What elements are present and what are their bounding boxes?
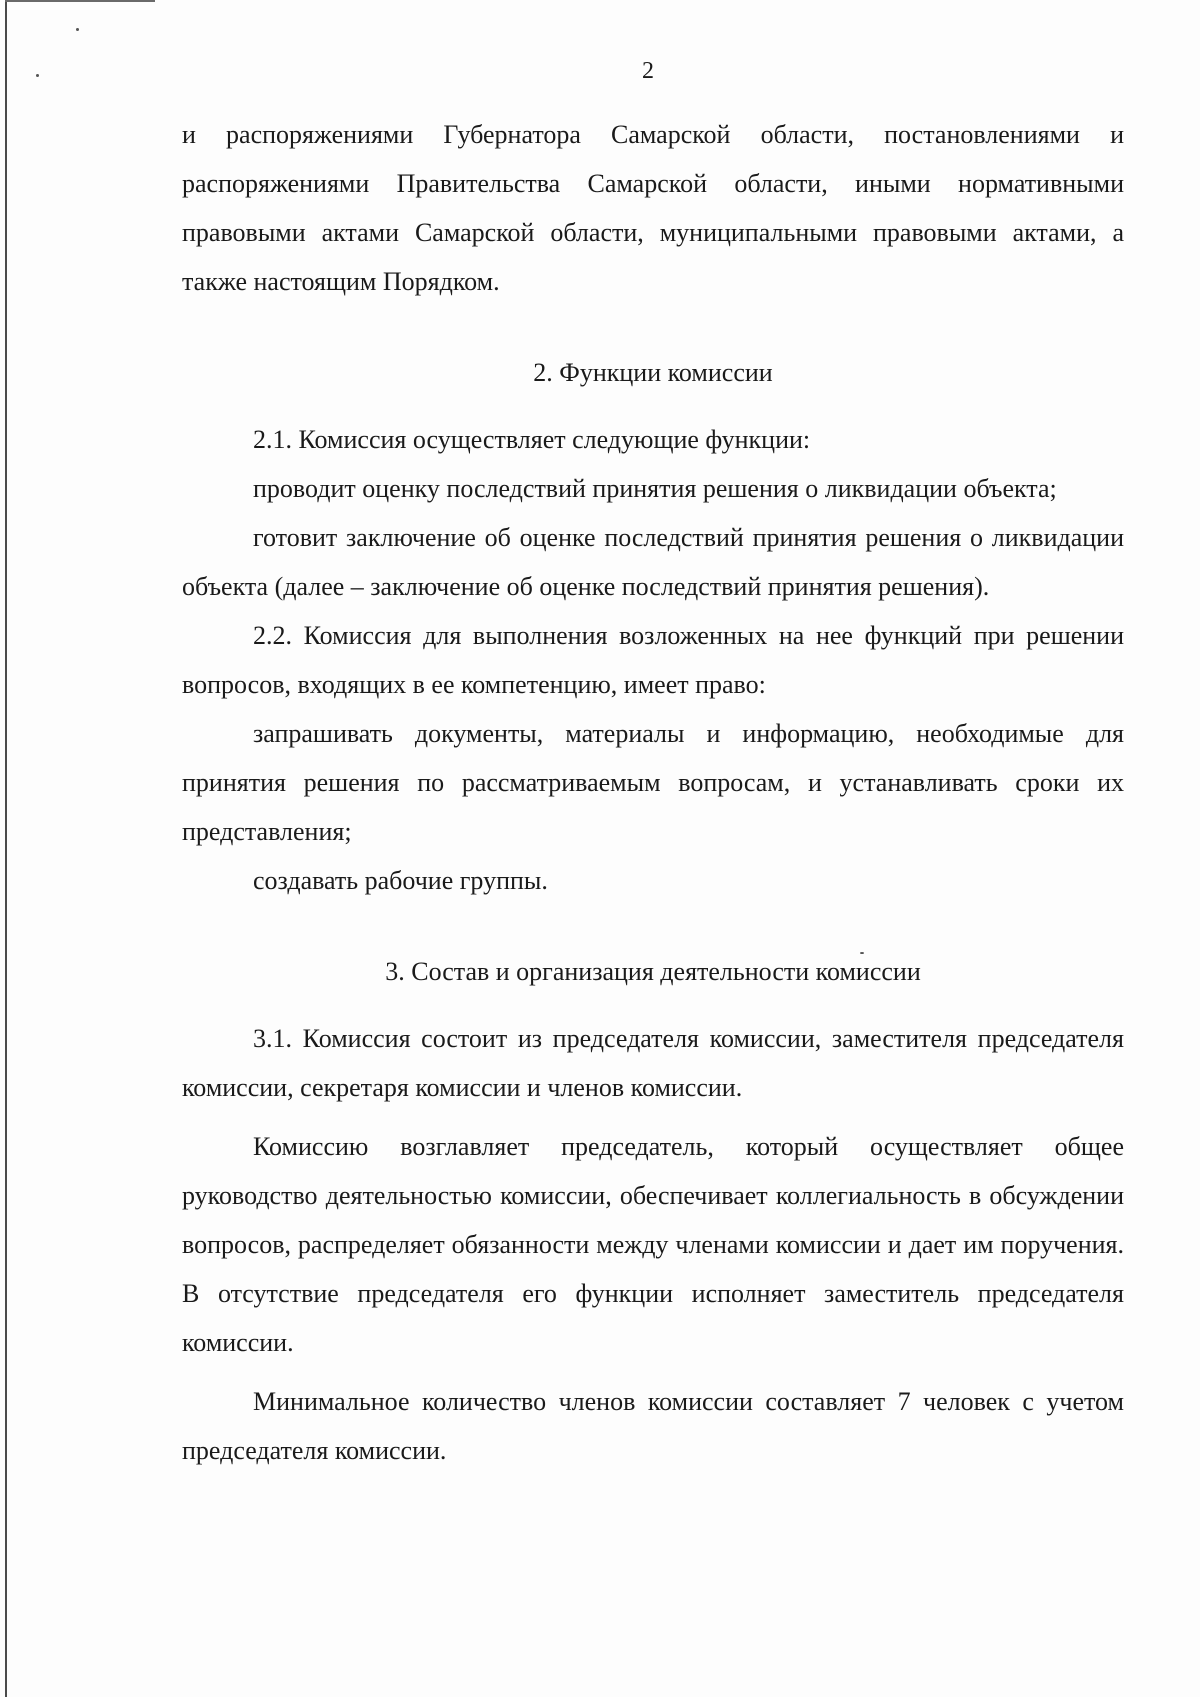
section-2-paragraph: 2.2. Комиссия для выполнения возложенных на нее функций при решении вопросов, входящих в ее компетенцию, имеет право: [182, 621, 1124, 699]
section-2-paragraph: 2.1. Комиссия осуществляет следующие функции: [253, 425, 811, 454]
scan-speck [76, 28, 79, 31]
document-body [182, 110, 1124, 1475]
scan-edge-top [5, 0, 155, 2]
section-3-paragraph: Минимальное количество членов комиссии составляет 7 человек с учетом председателя комиссии. [182, 1387, 1124, 1465]
section-2-paragraph: проводит оценку последствий принятия решения о ликвидации объекта; [253, 474, 1057, 503]
section-2-paragraph: создавать рабочие группы. [253, 866, 548, 895]
page-number: 2 [642, 58, 654, 84]
section-3-heading: 3. Состав и организация деятельности комиссии [385, 957, 921, 986]
section-3-paragraph: 3.1. Комиссия состоит из председателя комиссии, заместителя председателя комиссии, секретаря комиссии и членов комиссии. [182, 1024, 1124, 1102]
section-2-heading: 2. Функции комиссии [533, 358, 773, 387]
section-2-paragraph: запрашивать документы, материалы и информацию, необходимые для принятия решения по рассматриваемым вопросам, и устанавливать сроки их представления; [182, 719, 1124, 846]
scan-edge-left [5, 0, 7, 1697]
intro-paragraph: и распоряжениями Губернатора Самарской области, постановлениями и распоряжениями Правительства Самарской области, иными нормативными правовыми актами Самарской области, муниципальными правовыми актами, а также настоящим Порядком. [182, 120, 1124, 296]
section-2-paragraph: готовит заключение об оценке последствий принятия решения о ликвидации объекта (далее – заключение об оценке последствий принятия решения). [182, 523, 1124, 601]
section-3-paragraph: Комиссию возглавляет председатель, который осуществляет общее руководство деятельностью комиссии, обеспечивает коллегиальность в обсуждении вопросов, распределяет обязанности между членами комиссии и дает им поручения. В отсутствие председателя его функции исполняет заместитель председателя комиссии. [182, 1132, 1124, 1357]
